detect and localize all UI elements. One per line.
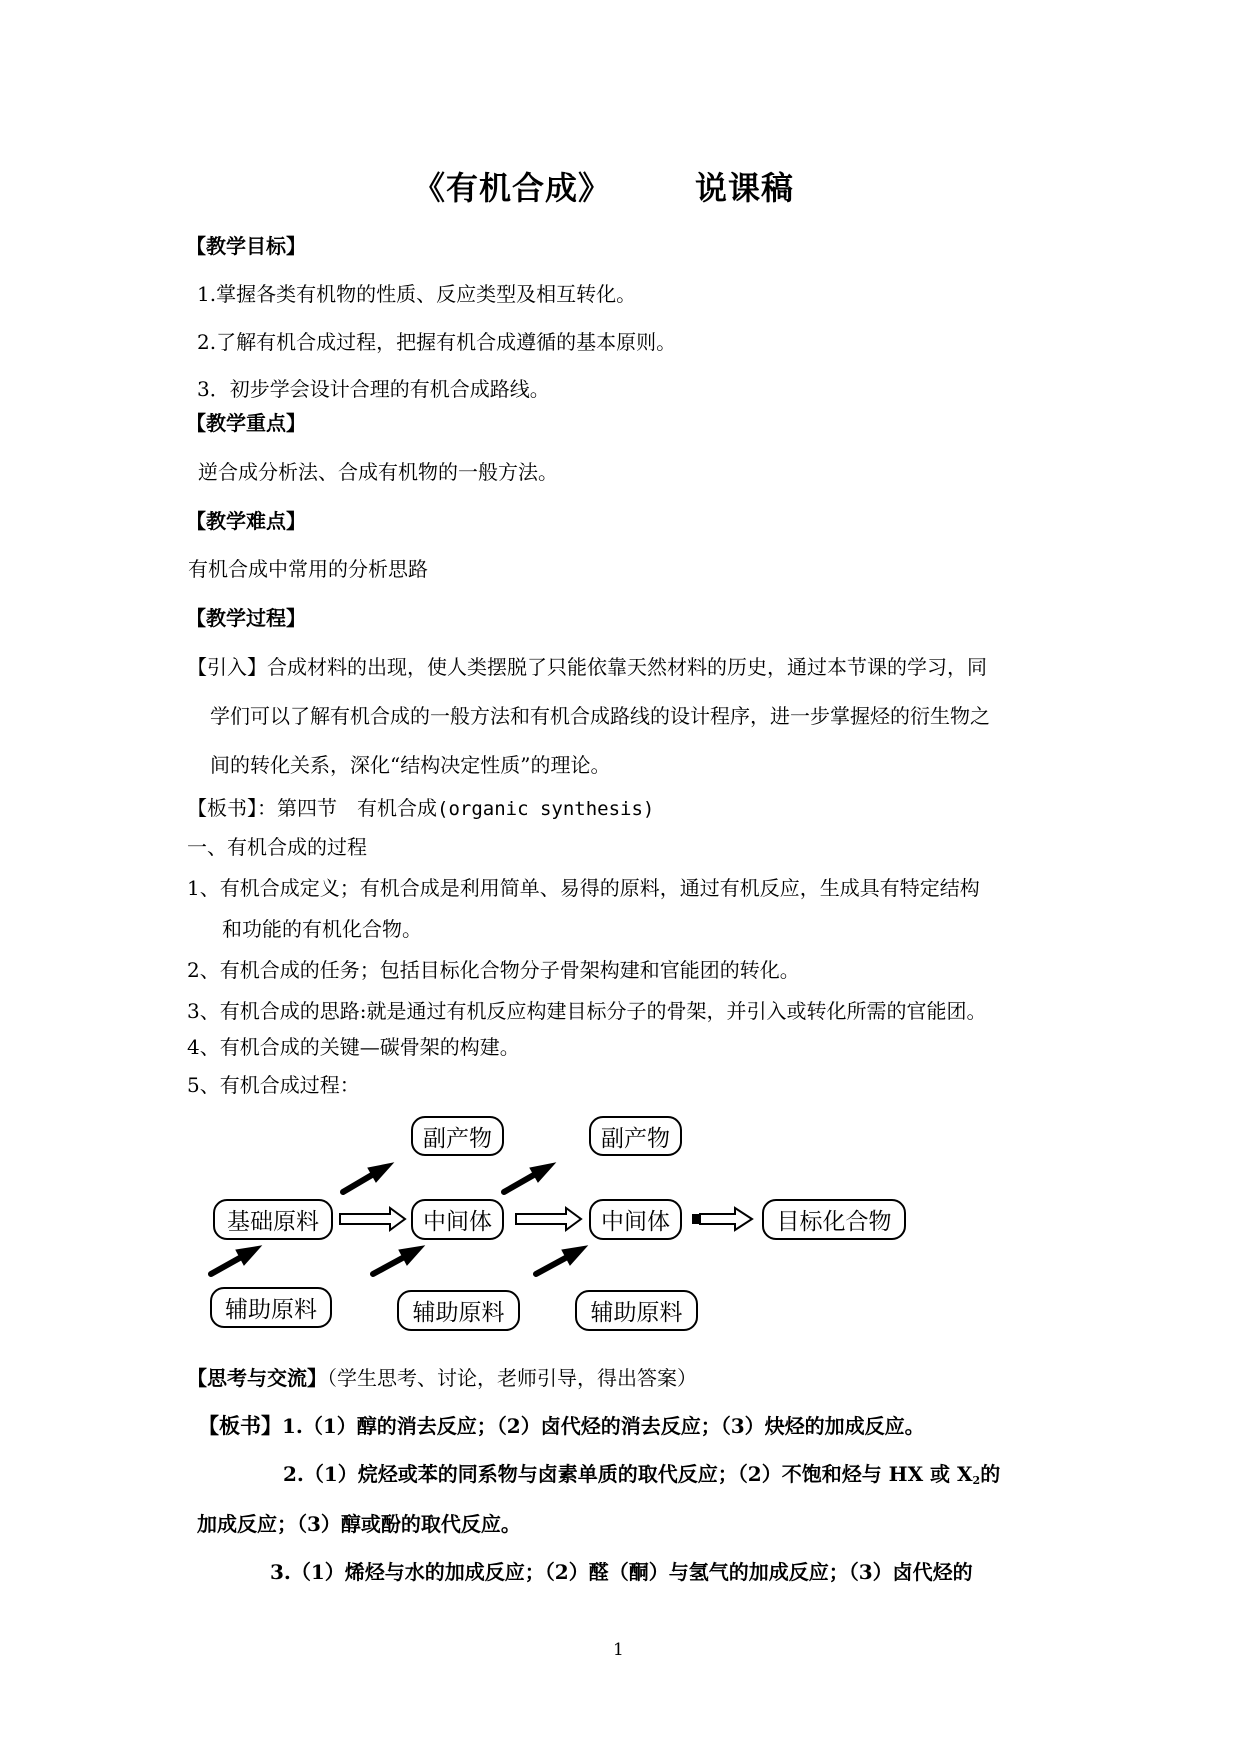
solid-arrow-icon-aux-3 (536, 1246, 587, 1274)
solid-arrow-icon-byproduct-2 (504, 1163, 555, 1192)
discussion-line: 【思考与交流】（学生思考、讨论，老师引导，得出答案） (187, 1366, 697, 1390)
hollow-arrow-icon (700, 1208, 752, 1230)
hollow-arrow-icon (516, 1208, 581, 1230)
page-title: 《有机合成》 说课稿 (413, 169, 795, 207)
list-item-5: 5、有机合成过程： (187, 1073, 360, 1097)
intro-line-2: 学们可以了解有机合成的一般方法和有机合成路线的设计程序，进一步掌握烃的衍生物之 (210, 704, 990, 728)
arrow-tail-icon (692, 1214, 700, 1224)
difficulties-heading: 【教学难点】 (186, 509, 306, 533)
intermediate-box-1: 中间体 (411, 1199, 504, 1240)
list-item-1: 1、有机合成定义；有机合成是利用简单、易得的原料，通过有机反应，生成具有特定结构 (187, 876, 980, 900)
list-item-1-cont: 和功能的有机化合物。 (222, 917, 422, 941)
solid-arrow-icon-aux-2 (373, 1246, 424, 1274)
objective-1: 1.掌握各类有机物的性质、反应类型及相互转化。 (197, 282, 637, 306)
target-compound-box: 目标化合物 (762, 1199, 906, 1240)
intro-line-3: 间的转化关系，深化“结构决定性质”的理论。 (210, 753, 611, 777)
list-item-3: 3、有机合成的思路:就是通过有机反应构建目标分子的骨架，并引入或转化所需的官能团。 (187, 999, 987, 1023)
board2-line-4: 3.（1）烯烃与水的加成反应；（2）醛（酮）与氢气的加成反应；（3）卤代烃的 (270, 1560, 973, 1584)
byproduct-box-1: 副产物 (411, 1116, 504, 1156)
key-points-heading: 【教学重点】 (186, 411, 306, 435)
synthesis-process-diagram (200, 1110, 920, 1340)
auxiliary-box-1: 辅助原料 (210, 1287, 332, 1328)
solid-arrow-icon-byproduct-1 (343, 1163, 393, 1192)
list-item-2: 2、有机合成的任务；包括目标化合物分子骨架构建和官能团的转化。 (187, 958, 800, 982)
solid-arrow-icon-aux-1 (211, 1246, 261, 1274)
raw-material-box: 基础原料 (213, 1199, 333, 1240)
auxiliary-box-3: 辅助原料 (575, 1290, 698, 1331)
board2-line-3: 加成反应；（3）醇或酚的取代反应。 (197, 1512, 521, 1536)
auxiliary-box-2: 辅助原料 (397, 1290, 520, 1331)
key-points-text: 逆合成分析法、合成有机物的一般方法。 (198, 460, 558, 484)
objectives-heading: 【教学目标】 (186, 234, 306, 258)
hollow-arrow-icon (340, 1208, 405, 1230)
intro-label: 【引入】 (187, 655, 267, 679)
discussion-label: 【思考与交流】 (187, 1366, 327, 1390)
intro-line-1: 【引入】合成材料的出现，使人类摆脱了只能依靠天然材料的历史，通过本节课的学习，同 (187, 655, 987, 679)
difficulties-text: 有机合成中常用的分析思路 (188, 557, 428, 581)
board2-line-1: 【板书】1.（1）醇的消去反应；（2）卤代烃的消去反应；（3）炔烃的加成反应。 (198, 1413, 925, 1438)
byproduct-box-2: 副产物 (589, 1116, 682, 1156)
section-1-heading: 一、有机合成的过程 (187, 835, 367, 859)
list-item-4: 4、有机合成的关键—碳骨架的构建。 (187, 1035, 520, 1059)
objective-2: 2.了解有机合成过程，把握有机合成遵循的基本原则。 (197, 330, 677, 354)
page-number: 1 (613, 1640, 624, 1660)
objective-3: 3．初步学会设计合理的有机合成路线。 (197, 377, 550, 401)
intermediate-box-2: 中间体 (589, 1199, 682, 1240)
process-heading: 【教学过程】 (186, 606, 306, 630)
board2-line-2: 2.（1）烷烃或苯的同系物与卤素单质的取代反应；（2）不饱和烃与 HX 或 $X_2$的 (283, 1462, 1001, 1487)
board-line: 【板书】：第四节 有机合成(organic synthesis) (187, 796, 655, 820)
